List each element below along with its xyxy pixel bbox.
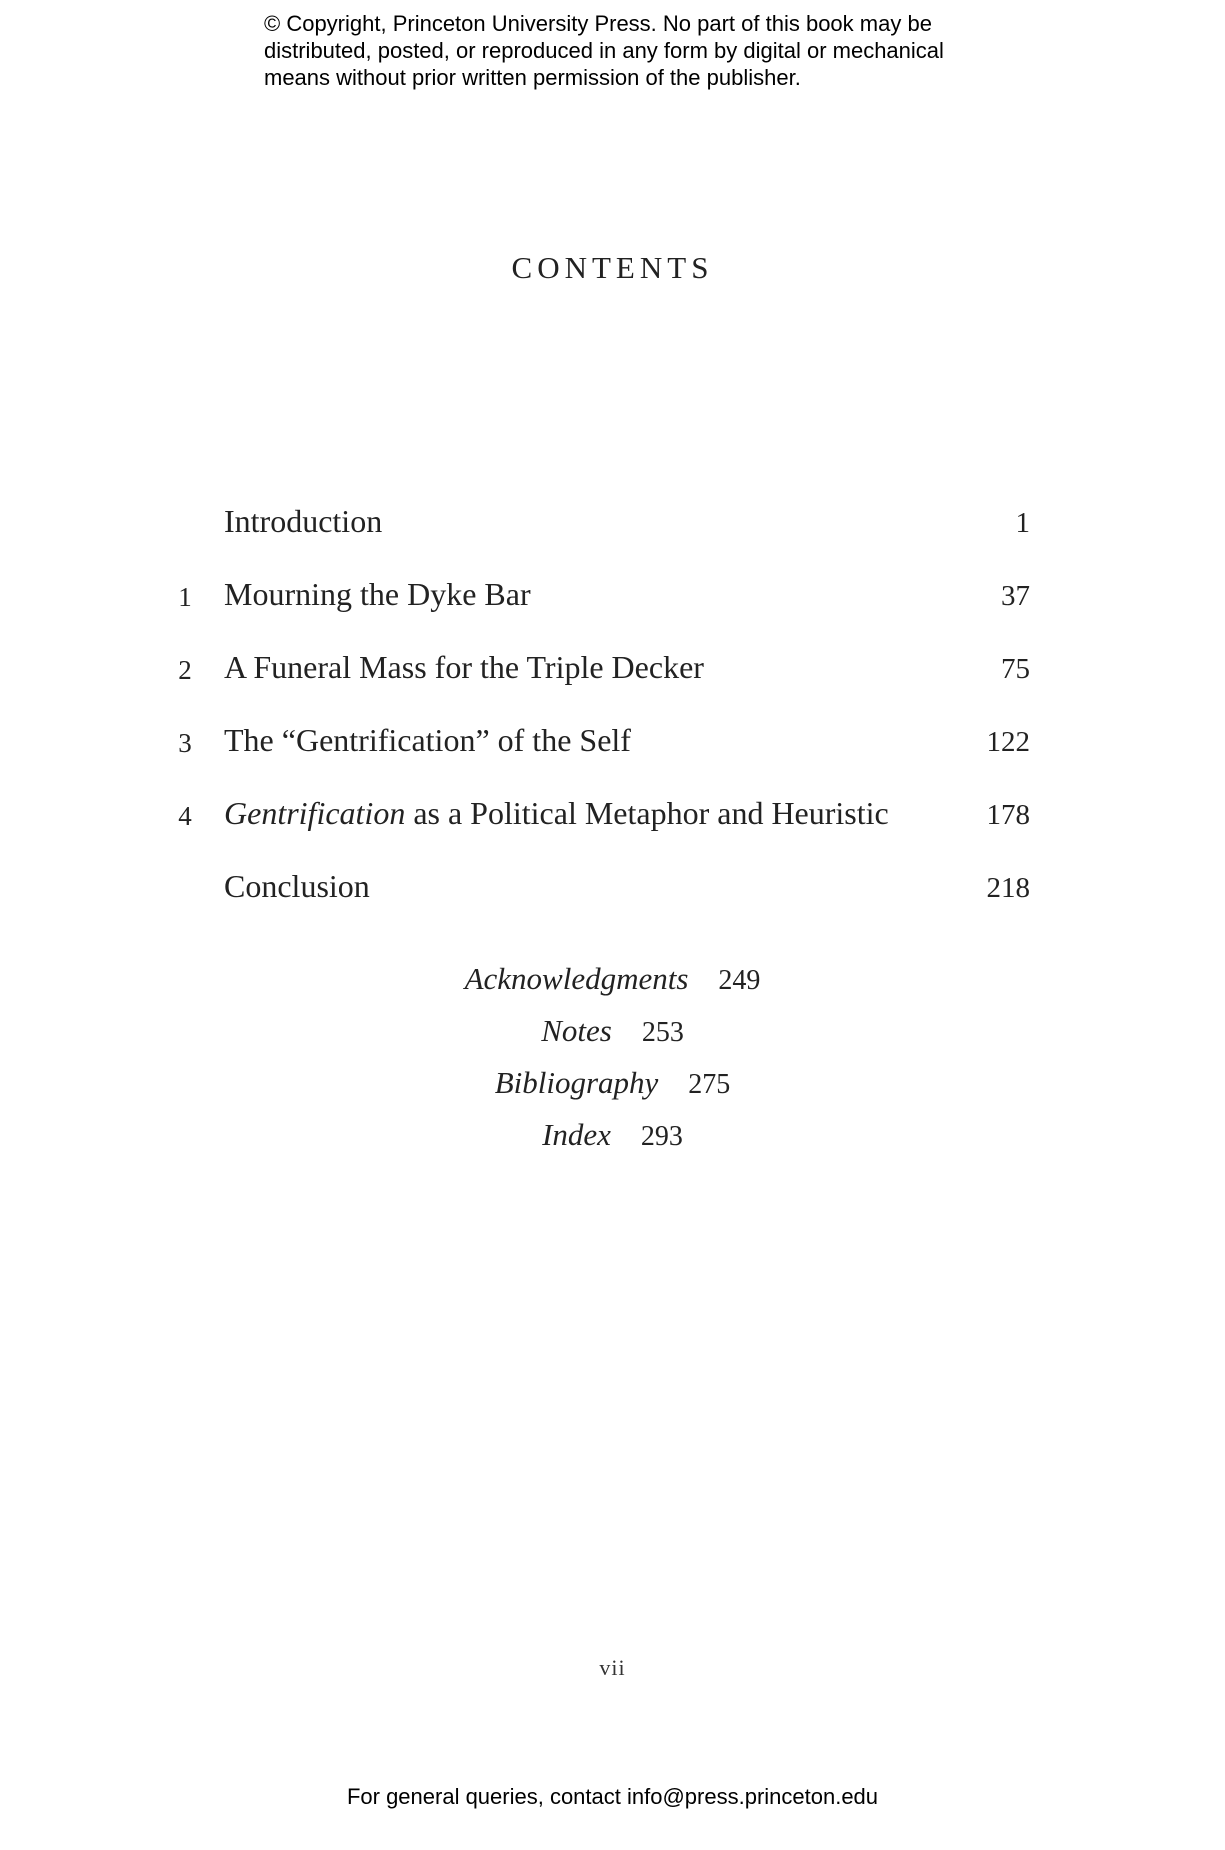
backmatter-entry-notes[interactable] [0, 1005, 1225, 1057]
chapter-title: Introduction [224, 503, 383, 539]
backmatter-title: Index [542, 1117, 611, 1152]
page-number: 178 [986, 799, 1030, 831]
backmatter-entry-bibliography[interactable] [0, 1057, 1225, 1109]
page-number: 253 [641, 1017, 684, 1048]
chapter-title: Mourning the Dyke Bar [224, 576, 531, 612]
page-number: 249 [718, 965, 761, 996]
contents-heading: CONTENTS [511, 250, 714, 285]
chapter-number: 4 [178, 801, 192, 831]
page-number: 293 [640, 1121, 683, 1152]
copyright-line: distributed, posted, or reproduced in any form by digital or mechanical [264, 38, 944, 63]
footer-contact: For general queries, contact info@press.princeton.edu [346, 1784, 879, 1809]
backmatter-title: Acknowledgments [464, 961, 689, 996]
copyright-line: means without prior written permission of the publisher. [264, 65, 801, 90]
page-number: 37 [1001, 580, 1030, 612]
toc-entry-chapter-1[interactable] [170, 568, 1030, 641]
page-number: 275 [688, 1069, 731, 1100]
chapter-number: 3 [178, 728, 192, 758]
toc-entry-introduction[interactable] [170, 495, 1030, 568]
toc-entry-chapter-4[interactable] [170, 787, 1030, 860]
backmatter-entry-index[interactable] [0, 1109, 1225, 1161]
copyright-notice [264, 10, 984, 91]
backmatter-list [0, 953, 1225, 1161]
chapter-title: Conclusion [224, 868, 370, 904]
backmatter-entry-acknowledgments[interactable] [0, 953, 1225, 1005]
chapter-title: Gentrification as a Political Metaphor and Heuristic [224, 795, 889, 831]
page-folio: vii [599, 1655, 626, 1680]
backmatter-title: Bibliography [494, 1065, 659, 1100]
chapter-title: A Funeral Mass for the Triple Decker [224, 649, 704, 685]
chapter-number: 1 [178, 582, 192, 612]
copyright-line: © Copyright, Princeton University Press. No part of this book may be [264, 11, 932, 36]
backmatter-title: Notes [541, 1013, 612, 1048]
page-number: 75 [1001, 653, 1030, 685]
page-number: 122 [986, 726, 1030, 758]
page-number: 1 [1015, 507, 1030, 539]
page-number: 218 [986, 872, 1030, 904]
chapter-title-italic: Gentrification [224, 795, 406, 831]
toc-entry-chapter-2[interactable] [170, 641, 1030, 714]
chapter-number: 2 [178, 655, 192, 685]
chapter-title: The “Gentrification” of the Self [224, 722, 631, 758]
table-of-contents [170, 495, 1030, 933]
toc-entry-conclusion[interactable] [170, 860, 1030, 933]
toc-entry-chapter-3[interactable] [170, 714, 1030, 787]
